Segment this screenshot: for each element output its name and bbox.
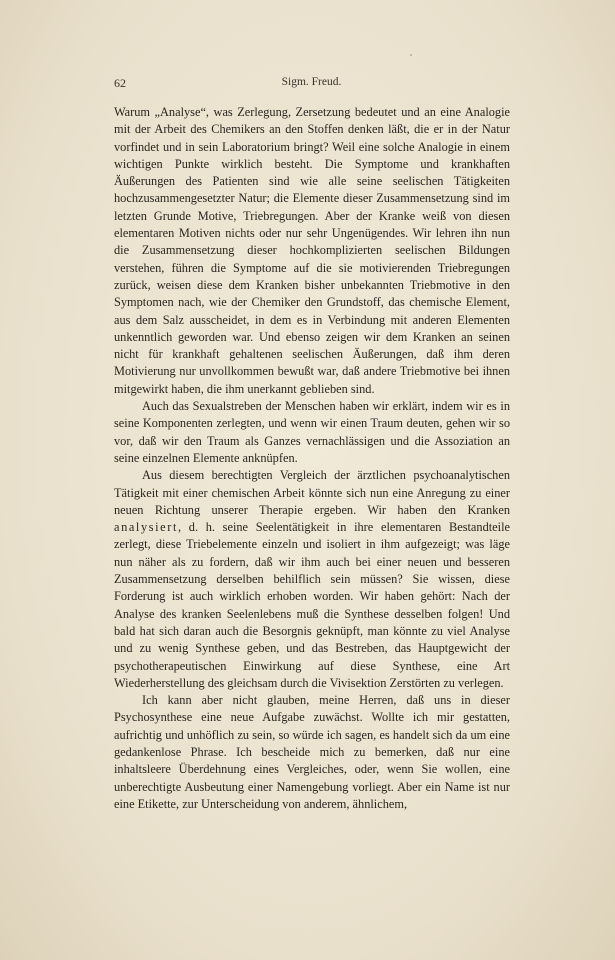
paragraph-text: Warum „Analyse“, was Zerlegung, Zersetzung bedeutet und an eine Analogie mit der Arbeit des Chemikers an den Stoffen denken läßt, die er in der Natur vorfindet und in sein Laboratorium bringt? Weil eine solche Analogie in einem wichtigen Punkte wirklich besteht. Die Symptome und krankhaften Äußerungen des Patienten sind wie alle seine seelischen Tätigkeiten hochzusammengesetzter Natur; die Elemente dieser Zusammensetzung sind im letzten Grunde Motive, Triebregungen. Aber der Kranke weiß von diesen elementaren Motiven nichts oder nur sehr Ungenügendes. Wir lehren ihn nun die Zusammensetzung dieser hochkomplizierten seelischen Bildungen verstehen, führen die Symptome auf die sie motivierenden Triebregungen zurück, weisen diese dem Kranken bisher unbekannten Triebmotive in den Symptomen nach, wie der Chemiker den Grundstoff, das chemische Element, aus dem Salz ausscheidet, in dem es in Verbindung mit anderen Elementen unkenntlich geworden war. Und ebenso zeigen wir dem Kranken an seinen nicht für krankhaft gehaltenen seelischen Äußerungen, daß ihm deren Motivierung nur unvollkommen bewußt war, daß andere Triebmotive bei ihnen mitgewirkt haben, die ihm unerkannt geblieben sind.	[114, 105, 510, 396]
paragraph-3	[114, 467, 510, 692]
page-header	[114, 76, 509, 94]
running-title: Sigm. Freud.	[281, 76, 342, 88]
paragraph-text: , d. h. seine Seelentätigkeit in ihre elementaren Bestandteile zerlegt, diese Triebelemente einzeln und isoliert in ihm aufgezeigt; was läge nun näher als zu fordern, daß wir ihm auch bei einer neuen und besseren Zusammensetzung derselben behilflich sein müssen? Sie wissen, diese Forderung ist auch wirklich erhoben worden. Wir haben gehört: Nach der Analyse des kranken Seelenlebens muß die Synthese desselben folgen! Und bald hat sich daran auch die Besorgnis geknüpft, man könnte zu viel Analyse und zu wenig Synthese geben, und das Bestreben, das Hauptgewicht der psychotherapeutischen Einwirkung auf diese Synthese, eine Art Wiederherstellung des gleichsam durch die Vivisektion Zerstörten zu verlegen.	[114, 520, 510, 690]
paragraph-text: Auch das Sexualstreben der Menschen haben wir erklärt, indem wir es in seine Komponenten zerlegten, und wenn wir einen Traum deuten, gehen wir so vor, daß wir den Traum als Ganzes vernachlässigen und die Assoziation an seine einzelnen Elemente anknüpfen.	[114, 399, 510, 465]
paragraph-2	[114, 398, 510, 467]
paragraph-1	[114, 104, 510, 398]
emphasized-word: analysiert	[114, 520, 178, 535]
body-text	[114, 104, 510, 813]
paragraph-text: Aus diesem berechtigten Vergleich der ärztlichen psychoanalytischen Tätigkeit mit einer chemischen Arbeit könnte sich nun eine Anregung zu einer neuen Richtung unserer Therapie ergeben. Wir haben den Kranken	[114, 468, 510, 517]
paper-speck	[410, 54, 412, 56]
paragraph-text: Ich kann aber nicht glauben, meine Herren, daß uns in dieser Psychosynthese eine neue Aufgabe zuwächst. Wollte ich mir gestatten, aufrichtig und unhöflich zu sein, so würde ich sagen, es handelt sich da um eine gedankenlose Phrase. Ich bescheide mich zu bemerken, daß nur eine inhaltsleere Überdehnung eines Vergleiches, oder, wenn Sie wollen, eine unberechtigte Ausbeutung einer Namengebung vorliegt. Aber ein Name ist nur eine Etikette, zur Unterscheidung von anderem, ähnlichem,	[114, 693, 510, 811]
paragraph-4	[114, 692, 510, 813]
page-number: 62	[114, 76, 126, 90]
